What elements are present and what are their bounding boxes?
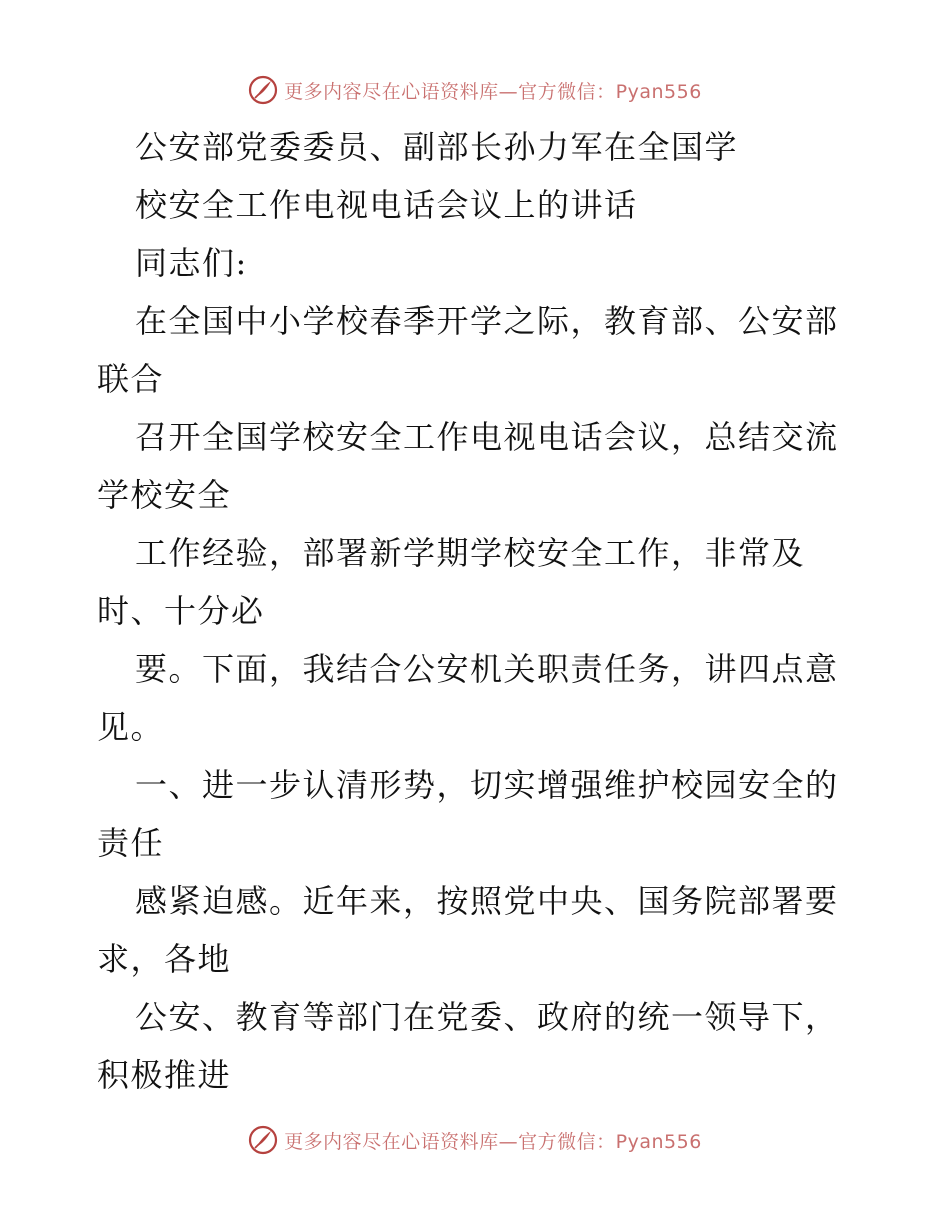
text-line: 学校安全 bbox=[97, 476, 232, 514]
text-line: 召开全国学校安全工作电视电话会议，总结交流 bbox=[135, 418, 839, 456]
text-line: 联合 bbox=[97, 360, 165, 398]
text-line: 见。 bbox=[97, 708, 165, 746]
watermark-header bbox=[0, 70, 950, 110]
text-line: 在全国中小学校春季开学之际，教育部、公安部 bbox=[135, 302, 839, 340]
text-line: 公安、教育等部门在党委、政府的统一领导下， bbox=[135, 998, 839, 1036]
quill-pen-logo-icon bbox=[248, 1125, 278, 1155]
text-line: 积极推进 bbox=[97, 1056, 232, 1094]
document-body bbox=[97, 118, 867, 1104]
watermark-footer bbox=[0, 1120, 950, 1160]
text-line: 工作经验，部署新学期学校安全工作，非常及 bbox=[135, 534, 806, 572]
text-line: 责任 bbox=[97, 824, 165, 862]
text-line: 感紧迫感。近年来，按照党中央、国务院部署要 bbox=[135, 882, 839, 920]
text-line: 校安全工作电视电话会议上的讲话 bbox=[135, 186, 638, 224]
text-line: 一、进一步认清形势，切实增强维护校园安全的 bbox=[135, 766, 839, 804]
watermark-text: 更多内容尽在心语资料库—官方微信：Pyan556 bbox=[284, 80, 702, 103]
text-line: 时、十分必 bbox=[97, 592, 265, 630]
text-line: 公安部党委委员、副部长孙力军在全国学 bbox=[135, 128, 739, 166]
text-line: 求，各地 bbox=[97, 940, 232, 978]
watermark-text: 更多内容尽在心语资料库—官方微信：Pyan556 bbox=[284, 1130, 702, 1153]
text-line: 同志们: bbox=[135, 244, 248, 282]
text-line: 要。下面，我结合公安机关职责任务，讲四点意 bbox=[135, 650, 839, 688]
quill-pen-logo-icon bbox=[248, 75, 278, 105]
